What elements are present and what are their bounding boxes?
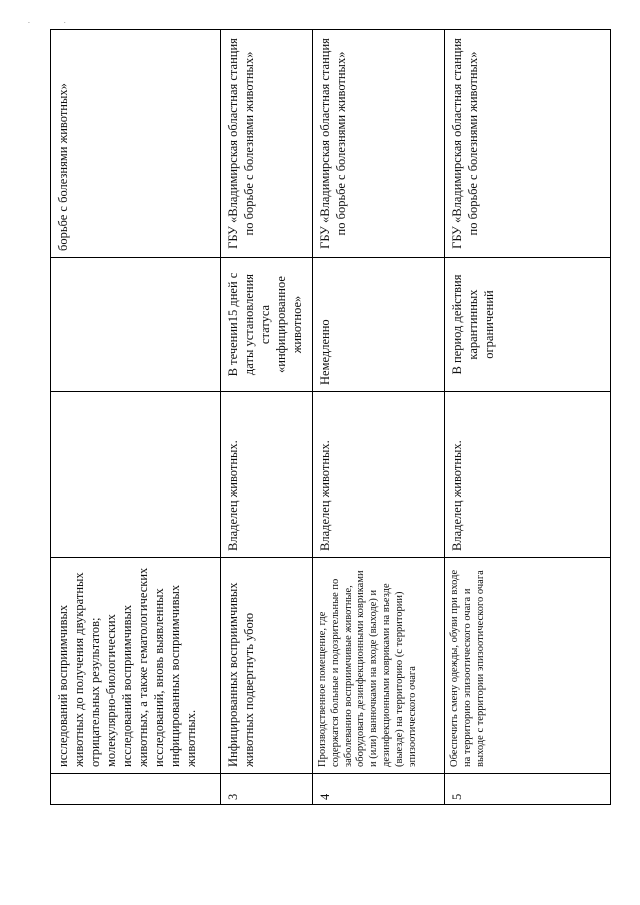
executor-text: ГБУ «Владимирская областная станция по борьбе с болезнями животных» — [445, 30, 611, 258]
row-number: 5 — [445, 774, 611, 805]
executor-text: ГБУ «Владимирская областная станция по борьбе с болезнями животных» — [313, 30, 445, 258]
measure-text: исследований восприимчивых животных до получения двукратных отрицательных результатов; молекулярно-биологических исследований восприимчивых животных, а также гематологических исследований, вновь выявленных инфицированных восприимчивых животных. — [51, 558, 221, 774]
table-row — [221, 30, 313, 805]
row-number: 4 — [313, 774, 445, 805]
table-row — [313, 30, 445, 805]
rotated-page — [50, 30, 610, 805]
measure-text: Обеспечить смену одежды, обуви при входе на территорию эпизоотического очага и выходе с территории эпизоотического очага — [445, 558, 611, 774]
responsible-text — [51, 392, 221, 558]
responsible-text: Владелец животных. — [445, 392, 611, 558]
row-number: 3 — [221, 774, 313, 805]
measures-table — [50, 29, 611, 805]
deadline-text: Немедленно — [313, 258, 445, 392]
measure-text: Инфицированных восприимчивых животных подвергнуть убою — [221, 558, 313, 774]
deadline-text: В течении15 дней с даты установления статуса «инфицированное животное» — [221, 258, 313, 392]
table-row — [51, 30, 221, 805]
deadline-text: В период действия карантинных ограничений — [445, 258, 611, 392]
executor-text: ГБУ «Владимирская областная станция по борьбе с болезнями животных» — [221, 30, 313, 258]
row-number — [51, 774, 221, 805]
responsible-text: Владелец животных. — [221, 392, 313, 558]
executor-text: борьбе с болезнями животных» — [51, 30, 221, 258]
responsible-text: Владелец животных. — [313, 392, 445, 558]
table-row — [445, 30, 611, 805]
document-sheet — [50, 30, 610, 805]
deadline-text — [51, 258, 221, 392]
measure-text: Производственное помещение, где содержатся больные и подозрительные по заболеванию восприимчивые животные, оборудовать дезинфекционными ковриками и (или) ванночками на входе (выходе) и дезинфекционными ковриками на въезде (выезде) на территорию (с территории) эпизоотического очага — [313, 558, 445, 774]
scan-dots: . . — [28, 18, 82, 25]
